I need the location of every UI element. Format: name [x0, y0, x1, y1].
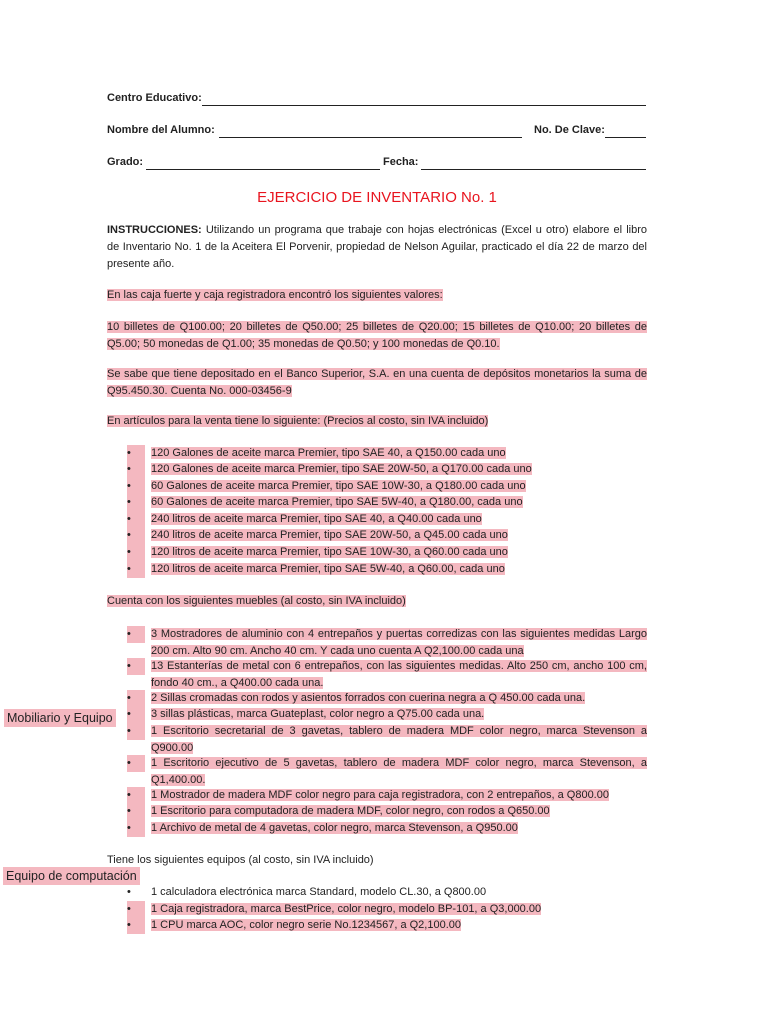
list-item [127, 690, 647, 707]
list-item-text: 120 litros de aceite marca Premier, tipo SAE 10W-30, a Q60.00 cada uno [151, 546, 508, 558]
list-item-text: 1 Escritorio secretarial de 3 gavetas, tablero de madera MDF color negro, marca Stevenson a Q900.00 [151, 725, 647, 754]
bullet-icon: • [127, 626, 145, 643]
instructions-text: Utilizando un programa que trabaje con hojas electrónicas (Excel u otro) elabore el libro de Inventario No. 1 de la Aceitera El Porvenir, propiedad de Nelson Aguilar, practicado el día 22 de marzo del presente año. [107, 224, 647, 270]
bullet-icon: • [127, 511, 145, 528]
list-item [127, 527, 647, 544]
list-item [127, 544, 647, 561]
list-item-text: 2 Sillas cromadas con rodos y asientos forrados con cuerina negra a Q 450.00 cada una. [151, 692, 586, 704]
list-item-text: 60 Galones de aceite marca Premier, tipo SAE 10W-30, a Q180.00 cada uno [151, 480, 526, 492]
list-item-text: 1 Escritorio ejecutivo de 5 gavetas, tablero de madera MDF color negro, marca Stevenson, a Q1,400.00. [151, 757, 647, 786]
list-item [127, 511, 647, 528]
bullet-icon: • [127, 886, 131, 898]
bullet-icon: • [127, 723, 145, 740]
bullet-icon: • [127, 690, 145, 707]
bullet-icon: • [127, 820, 145, 837]
articulos-intro [107, 413, 647, 430]
caja-values [107, 319, 647, 353]
list-item-text: 1 Archivo de metal de 4 gavetas, color negro, marca Stevenson, a Q950.00 [151, 822, 518, 834]
list-item [127, 917, 647, 934]
fecha-field[interactable] [421, 169, 646, 170]
list-item-text: 60 Galones de aceite marca Premier, tipo SAE 5W-40, a Q180.00, cada uno [151, 496, 523, 508]
muebles-intro-text: Cuenta con los siguientes muebles (al costo, sin IVA incluido) [107, 595, 406, 607]
bullet-icon: • [127, 755, 145, 772]
list-item [127, 755, 647, 789]
list-item-text: 13 Estanterías de metal con 6 entrepaños, con las siguientes medidas. Alto 250 cm, ancho 100 cm, fondo 40 cm., a Q400.00 cada una. [151, 660, 647, 689]
bullet-icon: • [127, 544, 145, 561]
fecha-label: Fecha: [383, 156, 419, 168]
list-item [127, 561, 647, 578]
equipo-computacion-label: Equipo de computación [3, 867, 140, 885]
list-item-text: 3 Mostradores de aluminio con 4 entrepaños y puertas corredizas con las siguientes medidas Largo 200 cm. Alto 90 cm. Ancho 40 cm. Y cada uno cuenta A Q2,100.00 cada una [151, 628, 647, 657]
list-item-text: 240 litros de aceite marca Premier, tipo SAE 40, a Q40.00 cada uno [151, 513, 482, 525]
centro-educativo-field[interactable] [202, 105, 646, 106]
equipos-intro-text: Tiene los siguientes equipos (al costo, sin IVA incluido) [107, 854, 374, 866]
bullet-icon: • [127, 478, 145, 495]
list-item [127, 884, 647, 901]
list-item [127, 478, 647, 495]
list-item-text: 240 litros de aceite marca Premier, tipo SAE 20W-50, a Q45.00 cada uno [151, 529, 508, 541]
nombre-alumno-label: Nombre del Alumno: [107, 124, 215, 136]
list-item [127, 803, 647, 820]
instructions-label: INSTRUCCIONES: [107, 224, 202, 236]
list-item [127, 626, 647, 660]
page-title: EJERCICIO DE INVENTARIO No. 1 [257, 189, 497, 206]
list-item [127, 706, 647, 723]
instructions [107, 222, 647, 273]
bullet-icon: • [127, 787, 145, 804]
bullet-icon: • [127, 561, 145, 578]
list-item-text: 1 Mostrador de madera MDF color negro para caja registradora, con 2 entrepaños, a Q800.00 [151, 789, 609, 801]
articulos-intro-text: En artículos para la venta tiene lo siguiente: (Precios al costo, sin IVA incluido) [107, 415, 489, 427]
mobiliario-equipo-label: Mobiliario y Equipo [4, 709, 116, 727]
bullet-icon: • [127, 901, 145, 918]
bullet-icon: • [127, 527, 145, 544]
centro-educativo-label: Centro Educativo: [107, 92, 202, 104]
list-item [127, 787, 647, 804]
no-clave-label: No. De Clave: [534, 124, 605, 136]
list-item-text: 120 litros de aceite marca Premier, tipo SAE 5W-40, a Q60.00, cada uno [151, 563, 505, 575]
list-item-text: 120 Galones de aceite marca Premier, tipo SAE 20W-50, a Q170.00 cada uno [151, 463, 532, 475]
bullet-icon: • [127, 917, 145, 934]
list-item-text: 1 calculadora electrónica marca Standard, modelo CL.30, a Q800.00 [151, 886, 487, 898]
banco-deposito [107, 366, 647, 400]
list-item [127, 461, 647, 478]
list-item [127, 494, 647, 511]
list-item-text: 1 Escritorio para computadora de madera MDF, color negro, con rodos a Q650.00 [151, 805, 550, 817]
caja-intro [107, 287, 647, 304]
banco-text: Se sabe que tiene depositado en el Banco Superior, S.A. en una cuenta de depósitos monetarios la suma de Q95.450.30. Cuenta No. 000-03456-9 [107, 368, 647, 397]
bullet-icon: • [127, 445, 145, 462]
bullet-icon: • [127, 706, 145, 723]
nombre-alumno-field[interactable] [219, 137, 522, 138]
list-item [127, 723, 647, 757]
muebles-intro [107, 593, 647, 610]
list-item-text: 1 CPU marca AOC, color negro serie No.1234567, a Q2,100.00 [151, 919, 462, 931]
list-item [127, 658, 647, 692]
grado-field[interactable] [146, 169, 380, 170]
bullet-icon: • [127, 494, 145, 511]
no-clave-field[interactable] [605, 137, 646, 138]
caja-values-text: 10 billetes de Q100.00; 20 billetes de Q50.00; 25 billetes de Q20.00; 15 billetes de Q10.00; 20 billetes de Q5.00; 50 monedas de Q1.00; 35 monedas de Q0.50; y 100 monedas de Q0.10. [107, 321, 647, 350]
list-item [127, 820, 647, 837]
equipos-intro [107, 852, 647, 869]
list-item-text: 3 sillas plásticas, marca Guateplast, color negro a Q75.00 cada una. [151, 708, 485, 720]
bullet-icon: • [127, 803, 145, 820]
list-item-text: 1 Caja registradora, marca BestPrice, color negro, modelo BP-101, a Q3,000.00 [151, 903, 542, 915]
list-item-text: 120 Galones de aceite marca Premier, tipo SAE 40, a Q150.00 cada uno [151, 447, 506, 459]
grado-label: Grado: [107, 156, 144, 168]
list-item [127, 445, 647, 462]
bullet-icon: • [127, 461, 145, 478]
caja-intro-text: En las caja fuerte y caja registradora encontró los siguientes valores: [107, 289, 443, 301]
bullet-icon: • [127, 658, 145, 675]
list-item [127, 901, 647, 918]
